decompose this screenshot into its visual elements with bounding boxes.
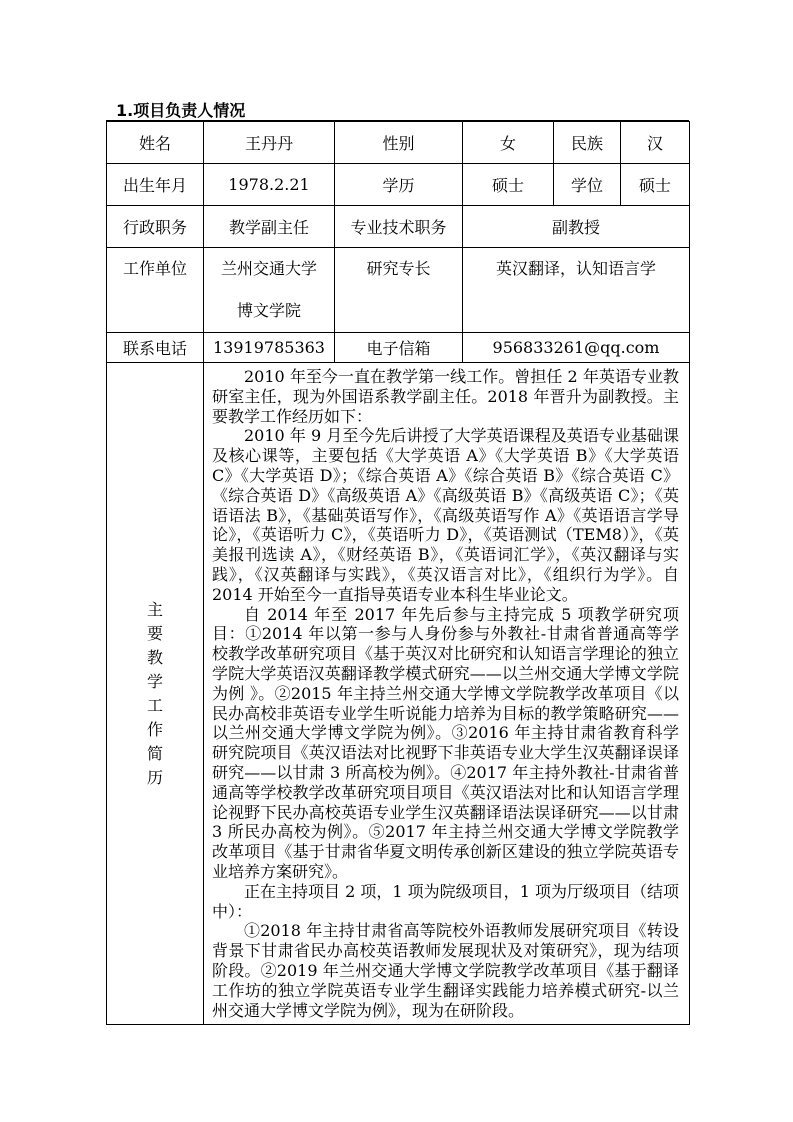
birth-value: 1978.2.21 bbox=[204, 164, 335, 206]
admin-position-value: 教学副主任 bbox=[204, 206, 335, 248]
phone-value: 13919785363 bbox=[204, 333, 335, 363]
history-paragraph: ①2018 年主持甘肃省高等院校外语教师发展研究项目《转设背景下甘肃省民办高校英语教师发展现状及对策研究》，现为结项阶段。②2019 年兰州交通大学博文学院教学改革项目《基于翻译工作坊的独立学院英语专业学生翻译实践能力培养模式研究-以兰州交通大学博文学院为例》，现为在研阶段。 bbox=[212, 921, 679, 1020]
gender-value: 女 bbox=[463, 122, 554, 164]
specialty-label: 研究专长 bbox=[335, 248, 463, 333]
ethnic-value: 汉 bbox=[621, 122, 690, 164]
teaching-history-label-text: 主要教学工作简历 bbox=[147, 599, 164, 787]
teaching-history-content bbox=[204, 363, 690, 1025]
specialty-value: 英汉翻译，认知语言学 bbox=[463, 248, 690, 333]
history-paragraph: 正在主持项目 2 项，1 项为院级项目，1 项为厅级项目（结项中）： bbox=[212, 881, 679, 921]
name-value: 王丹丹 bbox=[204, 122, 335, 164]
section-heading: 1.项目负责人情况 bbox=[116, 101, 246, 120]
work-unit-line-2: 博文学院 bbox=[236, 301, 301, 320]
applicant-info-table bbox=[106, 121, 690, 1025]
work-unit-label: 工作单位 bbox=[107, 248, 204, 333]
degree-label: 学位 bbox=[554, 164, 621, 206]
gender-label: 性别 bbox=[335, 122, 463, 164]
phone-label: 联系电话 bbox=[107, 333, 204, 363]
work-unit-line-1: 兰州交通大学 bbox=[220, 259, 317, 278]
work-unit-value bbox=[204, 248, 335, 333]
history-paragraph: 2010 年至今一直在教学第一线工作。曾担任 2 年英语专业教研室主任，现为外国语系教学副主任。2018 年晋升为副教授。主要教学工作经历如下： bbox=[212, 367, 679, 426]
education-value: 硕士 bbox=[463, 164, 554, 206]
education-label: 学历 bbox=[335, 164, 463, 206]
email-label: 电子信箱 bbox=[335, 333, 463, 363]
admin-position-label: 行政职务 bbox=[107, 206, 204, 248]
teaching-history-label bbox=[107, 363, 204, 1025]
professional-title-label: 专业技术职务 bbox=[335, 206, 463, 248]
degree-value: 硕士 bbox=[621, 164, 690, 206]
history-paragraph: 2010 年 9 月至今先后讲授了大学英语课程及英语专业基础课及核心课等，主要包括《大学英语 A》《大学英语 B》《大学英语 C》《大学英语 D》；《综合英语 A》《综合英语 B》《综合英语 C》《综合英语 D》《高级英语 A》《高级英语 B》《高级英语 C》；《英语语法 B》，《基础英语写作》，《高级英语写作 A》《英语语言学导论》，《英语听力 C》，《英语听力 D》，《英语测试（TEM8）》，《英美报刊选读 A》，《财经英语 B》，《英语词汇学》，《英汉翻译与实践》，《汉英翻译与实践》，《英汉语言对比》，《组织行为学》。自 2014 开始至今一直指导英语专业本科生毕业论文。 bbox=[212, 426, 679, 604]
ethnic-label: 民族 bbox=[554, 122, 621, 164]
professional-title-value: 副教授 bbox=[463, 206, 690, 248]
name-label: 姓名 bbox=[107, 122, 204, 164]
birth-label: 出生年月 bbox=[107, 164, 204, 206]
email-value: 956833261@qq.com bbox=[463, 333, 690, 363]
history-paragraph: 自 2014 年至 2017 年先后参与主持完成 5 项教学研究项目：①2014 年以第一参与人身份参与外教社-甘肃省普通高等学校教学改革研究项目《基于英汉对比研究和认知语言学理论的独立学院大学英语汉英翻译教学模式研究——以兰州交通大学博文学院为例 》。②2015 年主持兰州交通大学博文学院教学改革项目《以民办高校非英语专业学生听说能力培养为目标的教学策略研究——以兰州交通大学博文学院为例》。③2016 年主持甘肃省教育科学研究院项目《英汉语法对比视野下非英语专业大学生汉英翻译误译研究——以甘肃 3 所高校为例》。④2017 年主持外教社-甘肃省普通高等学校教学改革研究项目项目《英汉语法对比和认知语言学理论视野下民办高校英语专业学生汉英翻译语法误译研究——以甘肃 3 所民办高校为例》。⑤2017 年主持兰州交通大学博文学院教学改革项目《基于甘肃省华夏文明传承创新区建设的独立学院英语专业培养方案研究》。 bbox=[212, 604, 679, 881]
